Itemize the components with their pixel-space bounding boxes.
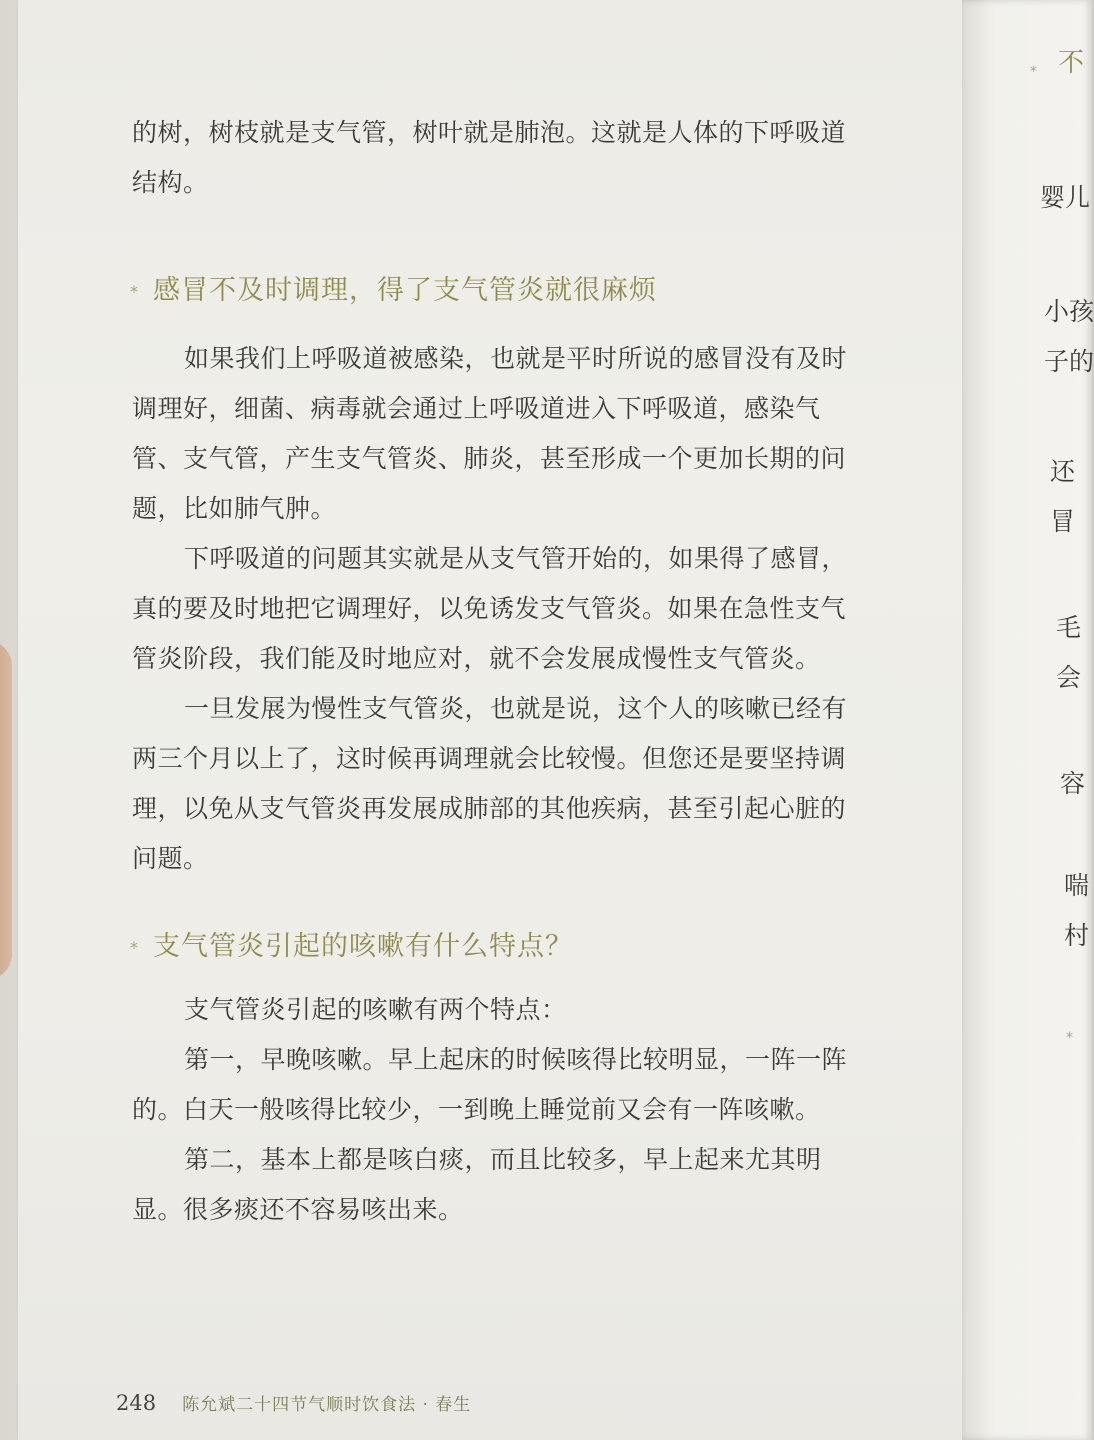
right-text-fragment: 容 [1060,769,1086,798]
intro-text: 的树，树枝就是支气管，树叶就是肺泡。这就是人体的下呼吸道结构。 [132,118,847,197]
section-heading-1 [130,268,657,307]
right-text-fragment: 毛 [1056,613,1082,642]
right-heading-fragment: 不 [1058,48,1085,78]
section-heading-2 [130,924,573,963]
right-text-fragment: 还 [1050,457,1076,486]
right-text-fragment: 子的 [1044,347,1094,376]
page-footer [116,1390,471,1415]
section-1-body [132,334,858,884]
thumb [0,640,12,980]
right-text-fragment: 小孩 [1044,297,1094,326]
star-icon: * [130,282,139,301]
intro-paragraph [132,108,852,208]
right-text-fragment: 村 [1064,921,1090,950]
right-book-page [962,0,1092,1440]
right-text-fragment: 婴儿 [1040,183,1091,212]
star-icon: * [130,938,139,957]
section-2-body [132,985,858,1235]
paragraph: 一旦发展为慢性支气管炎，也就是说，这个人的咳嗽已经有两三个月以上了，这时候再调理就会比较慢。但您还是要坚持调理，以免从支气管炎再发展成肺部的其他疾病，甚至引起心脏的问题。 [132,694,848,873]
page-number: 248 [116,1391,157,1415]
right-text-fragment: 冒 [1050,507,1076,536]
paragraph: 第一，早晚咳嗽。早上起床的时候咳得比较明显，一阵一阵的。白天一般咳得比较少，一到晚上睡觉前又会有一阵咳嗽。 [132,1045,848,1124]
paragraph: 如果我们上呼吸道被感染，也就是平时所说的感冒没有及时调理好，细菌、病毒就会通过上呼吸道进入下呼吸道，感染气管、支气管，产生支气管炎、肺炎，甚至形成一个更加长期的问题，比如肺气肿。 [132,344,848,523]
right-text-fragment: 喘 [1064,871,1090,900]
paragraph: 支气管炎引起的咳嗽有两个特点： [184,995,567,1024]
right-text-fragment: 会 [1056,663,1082,692]
section-heading-1-text: 感冒不及时调理，得了支气管炎就很麻烦 [153,275,657,306]
book-title: 陈允斌二十四节气顺时饮食法 · 春生 [182,1395,472,1415]
paragraph: 下呼吸道的问题其实就是从支气管开始的，如果得了感冒，真的要及时地把它调理好，以免诱发支气管炎。如果在急性支气管炎阶段，我们能及时地应对，就不会发展成慢性支气管炎。 [132,544,848,673]
star-icon: * [1066,1030,1073,1046]
section-heading-2-text: 支气管炎引起的咳嗽有什么特点？ [153,931,573,962]
star-icon: * [1030,64,1037,80]
paragraph: 第二，基本上都是咳白痰，而且比较多，早上起来尤其明显。很多痰还不容易咳出来。 [132,1145,822,1224]
